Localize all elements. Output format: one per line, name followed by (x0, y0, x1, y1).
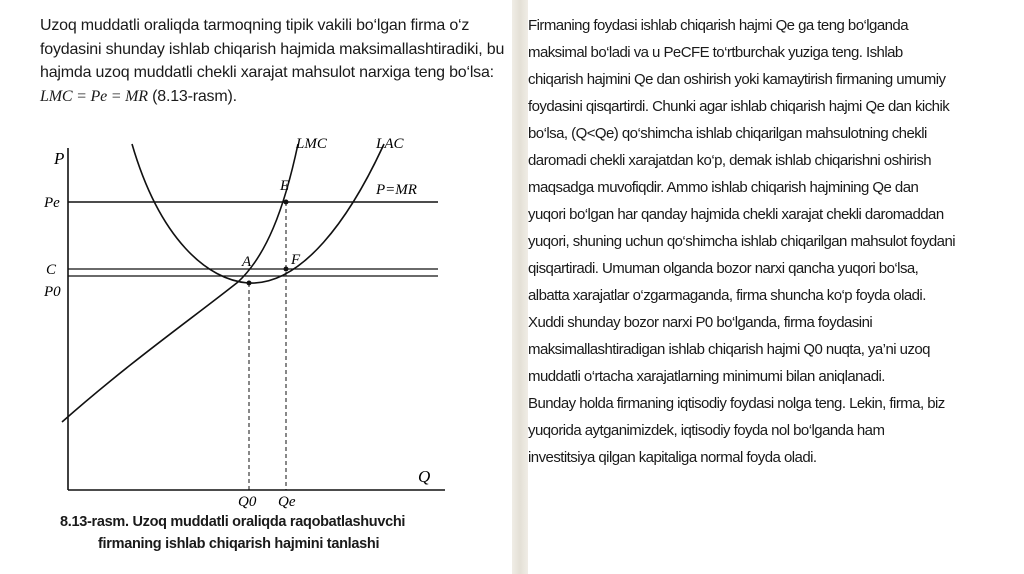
caption-line-1: 8.13-rasm. Uzoq muddatli oraliqda raqobatlashuvchi (60, 514, 406, 530)
text-line: yuqorida aytganimizdek, iqtisodiy foyda nol bo‘lganda ham (528, 422, 885, 439)
x-tick-q0: Q0 (238, 494, 257, 510)
intro-text: Uzoq muddatli oraliqda tarmoqning tipik vakili bo‘lgan firma o‘z foydasini shunday ishlab chiqarish hajmida maksimallashtiradiki, bu hajmda uzoq muddatli chekli xarajat mahsulot narxiga teng bo‘lsa: (40, 17, 505, 81)
equilibrium-formula: LMC = Pe = MR (40, 87, 148, 105)
figure-reference: (8.13-rasm). (147, 87, 237, 105)
text-line: bo‘lsa, (Q<Qe) qo‘shimcha ishlab chiqarilgan mahsulotning chekli (528, 125, 927, 142)
lmc-label: LMC (296, 136, 327, 152)
intro-paragraph (40, 14, 506, 108)
point-e-label: E (280, 178, 290, 194)
figure-caption (60, 511, 510, 555)
explanation-paragraph (528, 12, 996, 471)
point-e (284, 200, 289, 205)
x-tick-qe: Qe (278, 494, 296, 510)
text-line: albatta xarajatlar o‘zgarmaganda, firma shuncha ko‘p foyda oladi. (528, 287, 926, 304)
text-line: maksimallashtiradigan ishlab chiqarish hajmi Q0 nuqta, ya’ni uzoq (528, 341, 930, 358)
x-axis-label: Q (418, 467, 431, 486)
y-axis-label: P (54, 149, 65, 168)
caption-line-2: firmaning ishlab chiqarish hajmini tanlashi (98, 536, 380, 552)
text-line: Firmaning foydasi ishlab chiqarish hajmi Qe ga teng bo‘lganda (528, 17, 909, 34)
price-line-label: P=MR (376, 182, 417, 198)
text-line: chiqarish hajmini Qe dan oshirish yoki kamaytirish firmaning umumiy (528, 71, 946, 88)
point-a-label: A (242, 254, 252, 270)
text-line: yuqori, shuning uchun qo‘shimcha ishlab chiqarilgan mahsulot foydani (528, 233, 956, 250)
text-line: maksimal bo‘ladi va u PeCFE to‘rtburchak yuziga teng. Ishlab (528, 44, 903, 61)
right-page (528, 0, 1024, 574)
y-tick-c: C (46, 262, 57, 278)
text-line: investitsiya qilgan kapitaliga normal foyda oladi. (528, 449, 817, 466)
text-line: qisqartiradi. Umuman olganda bozor narxi qancha yuqori bo‘lsa, (528, 260, 919, 277)
lac-label: LAC (376, 136, 404, 152)
point-a (247, 281, 252, 286)
text-line: maqsadga muvofiqdir. Ammo ishlab chiqarish hajmining Qe dan (528, 179, 919, 196)
cost-curve-figure (40, 130, 460, 510)
text-line: muddatli o‘rtacha xarajatlarning minimumi bilan aniqlanadi. (528, 368, 885, 385)
lac-curve (132, 144, 384, 283)
y-tick-pe: Pe (44, 195, 60, 211)
point-f-label: F (291, 252, 301, 268)
text-line: foydasini qisqartirdi. Chunki agar ishlab chiqarish hajmi Qe dan kichik (528, 98, 950, 115)
text-line: Bunday holda firmaning iqtisodiy foydasi nolga teng. Lekin, firma, biz (528, 395, 945, 412)
y-tick-p0: P0 (44, 284, 61, 300)
lmc-curve (62, 144, 298, 422)
text-line: yuqori bo‘lgan har qanday hajmida chekli xarajat chekli daromaddan (528, 206, 944, 223)
point-f (284, 267, 289, 272)
text-line: Xuddi shunday bozor narxi P0 bo‘lganda, firma foydasini (528, 314, 873, 331)
page-gutter (512, 0, 528, 574)
text-line: daromadi chekli xarajatdan ko‘p, demak ishlab chiqarishni oshirish (528, 152, 932, 169)
